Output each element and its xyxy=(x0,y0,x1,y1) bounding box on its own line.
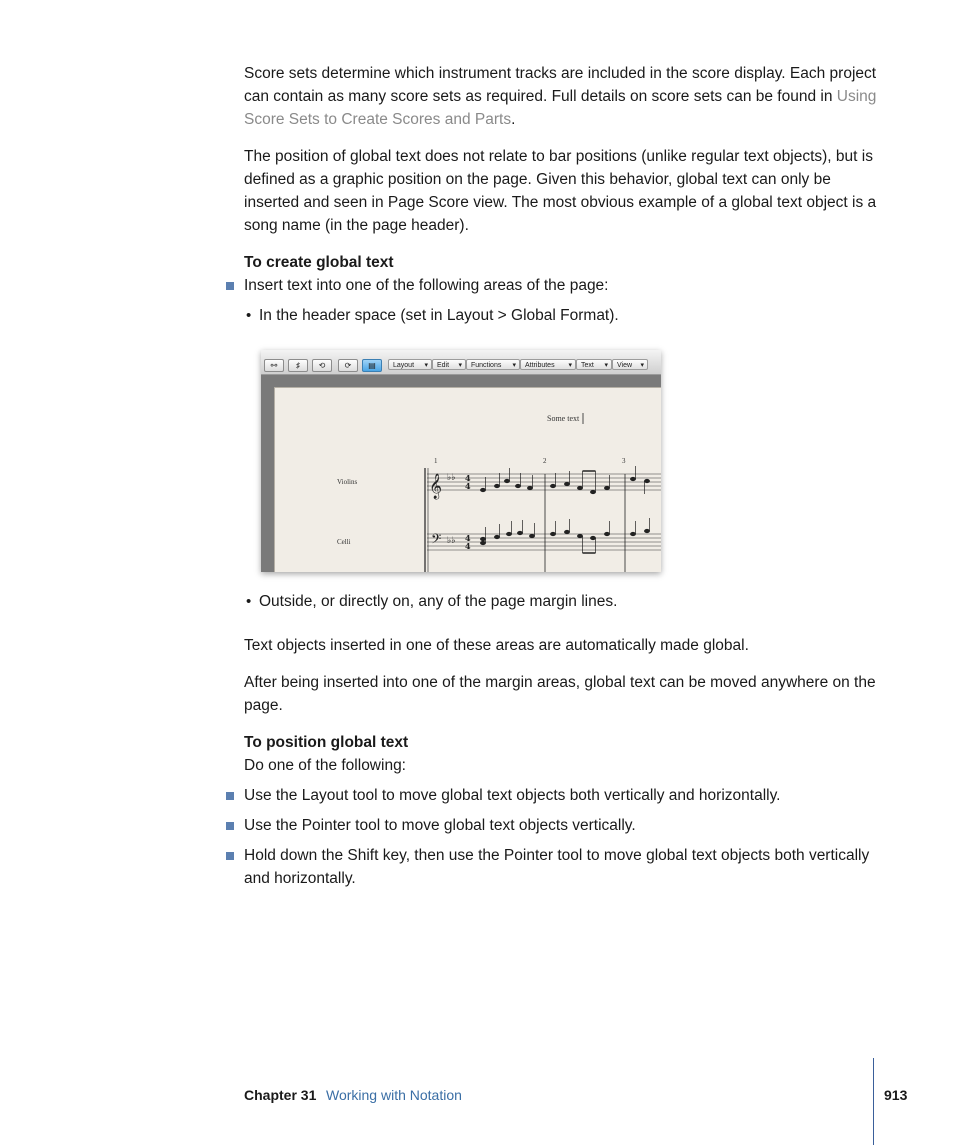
note xyxy=(590,536,595,540)
sub-bullet-margin-lines: Outside, or directly on, any of the page margin lines. xyxy=(259,593,618,610)
bullet-icon xyxy=(226,852,234,860)
note xyxy=(506,532,511,536)
paragraph-text: Score sets determine which instrument tracks are included in the score display. Each project can contain as many score sets as required. Full details on score sets can be found in xyxy=(244,65,877,105)
cello-notes xyxy=(480,518,649,553)
note xyxy=(480,537,485,541)
mode-icon[interactable]: ⟳ xyxy=(338,359,358,372)
footer-page-number: 913 xyxy=(884,1087,908,1103)
footer-divider xyxy=(873,1058,874,1145)
heading-create-global-text: To create global text xyxy=(244,254,394,271)
cello-staff xyxy=(427,534,661,550)
treble-clef-icon: 𝄞 xyxy=(429,474,443,499)
note xyxy=(577,486,582,490)
note xyxy=(604,486,609,490)
note xyxy=(504,479,509,483)
paragraph-score-sets xyxy=(244,62,884,131)
bullet-icon xyxy=(226,282,234,290)
staff-name-celli: Celli xyxy=(337,538,351,546)
link-icon[interactable]: ⚯ xyxy=(264,359,284,372)
global-text: Some text xyxy=(547,414,580,423)
score-notation xyxy=(261,350,661,572)
position-intro: Do one of the following: xyxy=(244,757,406,774)
note xyxy=(630,532,635,536)
note xyxy=(529,534,534,538)
time-signature-top: 4 xyxy=(465,473,471,483)
footer-chapter-title-link[interactable]: Working with Notation xyxy=(326,1087,462,1103)
note xyxy=(494,535,499,539)
paragraph-end: . xyxy=(511,111,516,128)
time-signature-bottom: 4 xyxy=(465,481,471,491)
position-bullet-pointer-tool: Use the Pointer tool to move global text objects vertically. xyxy=(244,817,636,834)
note xyxy=(494,484,499,488)
page-view-icon[interactable]: ▤ xyxy=(362,359,382,372)
footer-chapter: Chapter 31 xyxy=(244,1087,317,1103)
note xyxy=(550,532,555,536)
note xyxy=(644,529,649,533)
staff-name-violins: Violins xyxy=(337,478,358,486)
heading-position-global-text: To position global text xyxy=(244,734,409,751)
create-bullet-text: Insert text into one of the following areas of the page: xyxy=(244,277,609,294)
menu-edit[interactable]: Edit ▾ xyxy=(432,359,466,370)
link-score-sets[interactable]: Using Score Sets to Create Scores and Parts xyxy=(244,88,877,128)
note xyxy=(564,482,569,486)
menu-functions[interactable]: Functions ▾ xyxy=(466,359,520,370)
paragraph-auto-global: Text objects inserted in one of these areas are automatically made global. xyxy=(244,637,749,654)
note xyxy=(604,532,609,536)
note xyxy=(550,484,555,488)
paragraph-move-anywhere: After being inserted into one of the margin areas, global text can be moved anywhere on the page. xyxy=(244,674,876,714)
time-signature-top: 4 xyxy=(465,533,471,543)
bar-number-2: 2 xyxy=(543,457,547,465)
note xyxy=(480,541,485,545)
tool-icon[interactable]: ♯ xyxy=(288,359,308,372)
menu-layout[interactable]: Layout ▾ xyxy=(388,359,432,370)
key-signature-flat-icon: ♭♭ xyxy=(447,536,456,546)
position-bullet-layout-tool: Use the Layout tool to move global text objects both vertically and horizontally. xyxy=(244,787,781,804)
menu-view[interactable]: View ▾ xyxy=(612,359,648,370)
time-signature-bottom: 4 xyxy=(465,541,471,551)
sub-bullet-dot: • xyxy=(246,593,252,610)
key-signature-flat-icon: ♭♭ xyxy=(447,473,456,483)
note xyxy=(517,531,522,535)
note xyxy=(515,484,520,488)
score-screenshot xyxy=(261,350,661,572)
note xyxy=(644,479,649,483)
bass-clef-icon: 𝄢 xyxy=(431,531,442,550)
bar-number-3: 3 xyxy=(622,457,626,465)
paragraph-global-position: The position of global text does not relate to bar positions (unlike regular text objects), but is defined as a graphic position on the page. Given this behavior, global text can only be inserted and seen in Page Score view. The most obvious example of a global text object is a song name (in the page header). xyxy=(244,148,877,234)
note xyxy=(564,530,569,534)
violin-staff xyxy=(427,474,661,490)
note xyxy=(630,477,635,481)
note xyxy=(527,486,532,490)
sub-bullet-header-space: In the header space (set in Layout > Global Format). xyxy=(259,307,619,324)
note xyxy=(577,534,582,538)
menu-text[interactable]: Text ▾ xyxy=(576,359,612,370)
menu-attributes[interactable]: Attributes ▾ xyxy=(520,359,576,370)
barlines xyxy=(425,468,625,572)
position-bullet-shift-key: Hold down the Shift key, then use the Pointer tool to move global text objects both vertically and horizontally. xyxy=(244,847,870,887)
sub-bullet-dot: • xyxy=(246,307,252,324)
note xyxy=(590,490,595,494)
note xyxy=(480,488,485,492)
catch-icon[interactable]: ⟲ xyxy=(312,359,332,372)
bullet-icon xyxy=(226,792,234,800)
bullet-icon xyxy=(226,822,234,830)
bar-number-1: 1 xyxy=(434,457,438,465)
